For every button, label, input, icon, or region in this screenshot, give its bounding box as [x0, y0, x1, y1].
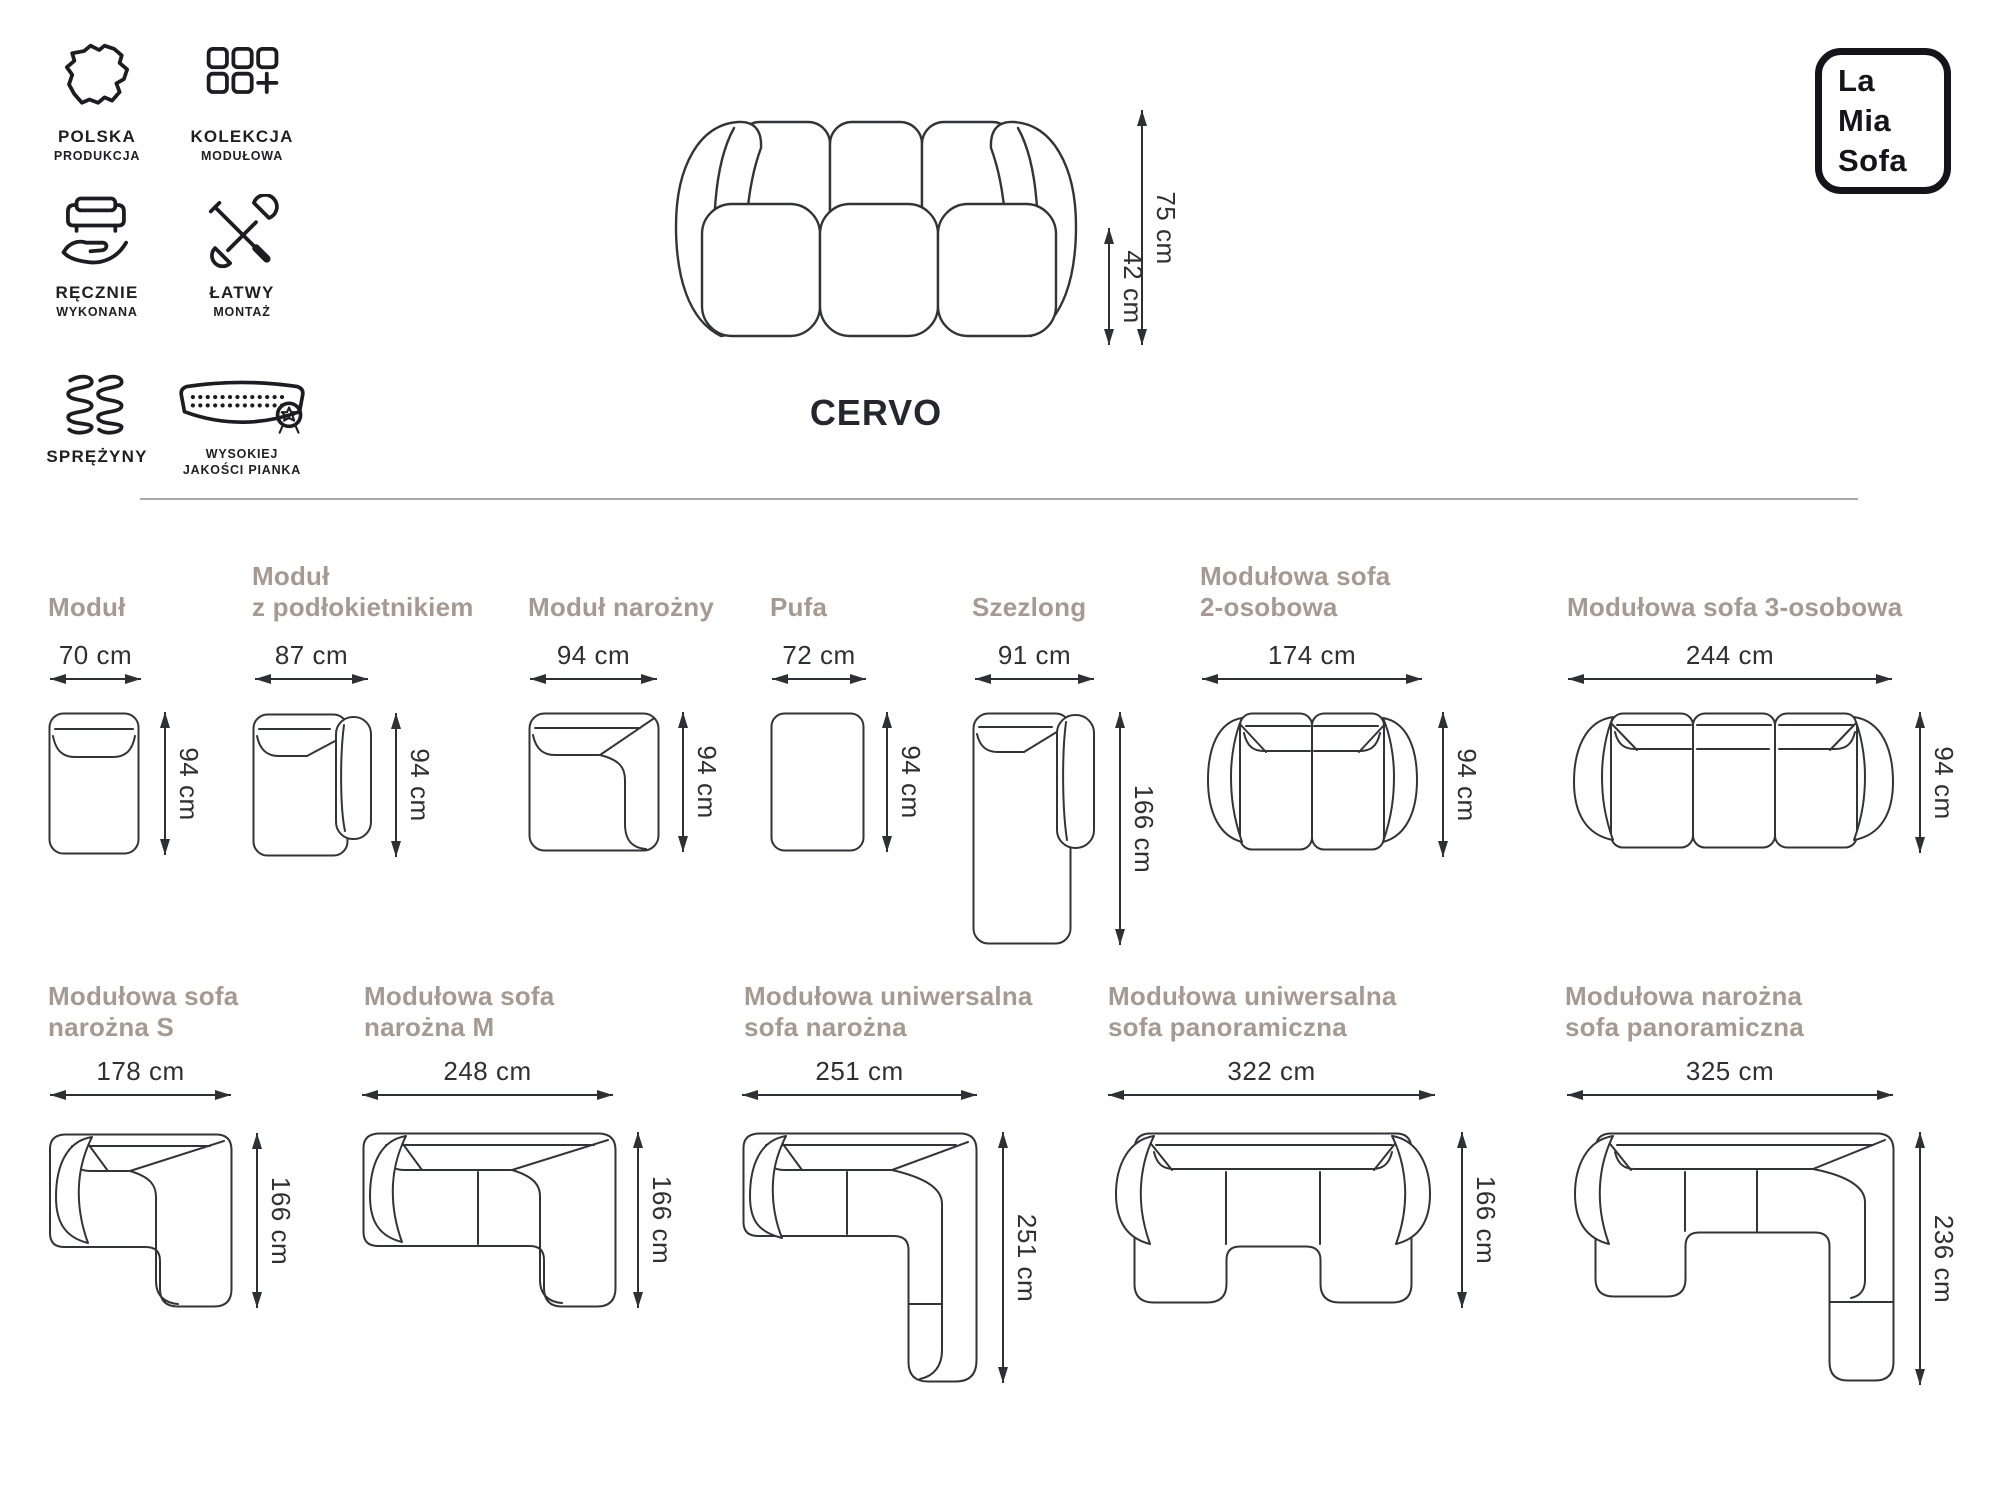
module-title: Modułowa uniwersalna sofa panoramiczna — [1108, 981, 1397, 1042]
feature-polska-produkcja — [17, 40, 177, 163]
module-title: Moduł — [48, 592, 126, 622]
module-title: Modułowa sofa narożna S — [48, 981, 239, 1042]
depth-dimension: 166 cm — [1119, 712, 1121, 945]
depth-dimension: 166 cm — [256, 1133, 258, 1308]
depth-dimension: 166 cm — [637, 1132, 639, 1308]
drawing-sofa-narozna-m — [362, 1132, 617, 1308]
depth-dimension: 94 cm — [164, 712, 166, 855]
feature-sublabel: MODUŁOWA — [200, 149, 284, 163]
depth-dimension: 94 cm — [395, 713, 397, 857]
sofa-front-view-drawing — [666, 108, 1086, 340]
module-title: Modułowa uniwersalna sofa narożna — [744, 981, 1033, 1042]
drawing-uniwersalna-panoramiczna — [1108, 1132, 1438, 1308]
width-dimension: 72 cm — [772, 640, 866, 680]
section-divider — [140, 498, 1858, 500]
feature-sublabel: WYKONANA — [56, 305, 138, 319]
depth-dimension: 251 cm — [1002, 1132, 1004, 1383]
modular-collection-icon — [200, 40, 284, 116]
foam-quality-icon — [174, 378, 310, 436]
depth-dimension: 94 cm — [682, 712, 684, 852]
depth-dimension: 236 cm — [1919, 1132, 1921, 1385]
drawing-modul-narozny — [528, 712, 660, 852]
logo-line: La — [1838, 63, 1876, 98]
feature-label: ŁATWY — [209, 283, 275, 302]
module-title: Modułowa sofa 3-osobowa — [1567, 592, 1903, 622]
depth-dimension: 94 cm — [1919, 712, 1921, 853]
product-title: CERVO — [809, 392, 943, 433]
depth-dimension: 94 cm — [1442, 712, 1444, 857]
module-title: Moduł narożny — [528, 592, 715, 622]
feature-label: SPRĘŻYNY — [46, 447, 148, 466]
width-dimension: 251 cm — [742, 1056, 977, 1096]
brand-logo — [1815, 48, 1951, 194]
feature-sublabel: PRODUKCJA — [53, 149, 141, 163]
module-title: Szezlong — [972, 592, 1087, 622]
feature-sublabel: MONTAŻ — [213, 305, 271, 319]
feature-sublabel: JAKOŚCI PIANKA — [182, 463, 302, 477]
width-dimension: 174 cm — [1202, 640, 1422, 680]
width-dimension: 70 cm — [50, 640, 141, 680]
logo-line: Mia — [1838, 103, 1892, 138]
drawing-modul — [48, 712, 140, 855]
feature-label: RĘCZNIE — [55, 283, 139, 302]
seat-height-value: 42 cm — [1118, 249, 1148, 324]
module-title: Moduł z podłokietnikiem — [252, 561, 474, 622]
width-dimension: 87 cm — [255, 640, 368, 680]
width-dimension: 322 cm — [1108, 1056, 1435, 1096]
logo-line: Sofa — [1838, 143, 1908, 178]
feature-latwy-montaz — [162, 194, 322, 319]
easy-assembly-icon — [200, 194, 284, 272]
seat-height-arrow — [1108, 228, 1148, 345]
feature-recznie-wykonana — [17, 194, 177, 319]
width-dimension: 94 cm — [530, 640, 657, 680]
drawing-szezlong — [972, 712, 1097, 945]
width-dimension: 248 cm — [362, 1056, 613, 1096]
drawing-sofa-2-osobowa — [1202, 712, 1423, 857]
drawing-narozna-panoramiczna — [1567, 1132, 1897, 1385]
overall-height-value: 75 cm — [1151, 190, 1181, 265]
drawing-uniwersalna-narozna — [742, 1132, 978, 1383]
feature-label: POLSKA — [57, 127, 137, 146]
width-dimension: 91 cm — [975, 640, 1094, 680]
module-title: Modułowa sofa 2-osobowa — [1200, 561, 1391, 622]
drawing-sofa-3-osobowa — [1567, 712, 1900, 853]
feature-label: KOLEKCJA — [190, 127, 294, 146]
feature-pianka — [152, 378, 332, 477]
feature-label: WYSOKIEJ — [205, 447, 279, 461]
drawing-pufa — [770, 712, 865, 852]
width-dimension: 178 cm — [50, 1056, 231, 1096]
module-title: Pufa — [770, 592, 828, 622]
feature-kolekcja-modulowa — [162, 40, 322, 163]
handmade-icon — [55, 194, 139, 272]
springs-icon — [59, 372, 135, 436]
module-title: Modułowa sofa narożna M — [364, 981, 555, 1042]
drawing-sofa-narozna-s — [48, 1133, 233, 1308]
drawing-modul-z-podlokietnikiem — [252, 713, 373, 857]
depth-dimension: 94 cm — [886, 712, 888, 852]
width-dimension: 244 cm — [1568, 640, 1892, 680]
width-dimension: 325 cm — [1567, 1056, 1893, 1096]
poland-map-icon — [55, 40, 139, 116]
module-title: Modułowa narożna sofa panoramiczna — [1565, 981, 1804, 1042]
depth-dimension: 166 cm — [1461, 1132, 1463, 1308]
